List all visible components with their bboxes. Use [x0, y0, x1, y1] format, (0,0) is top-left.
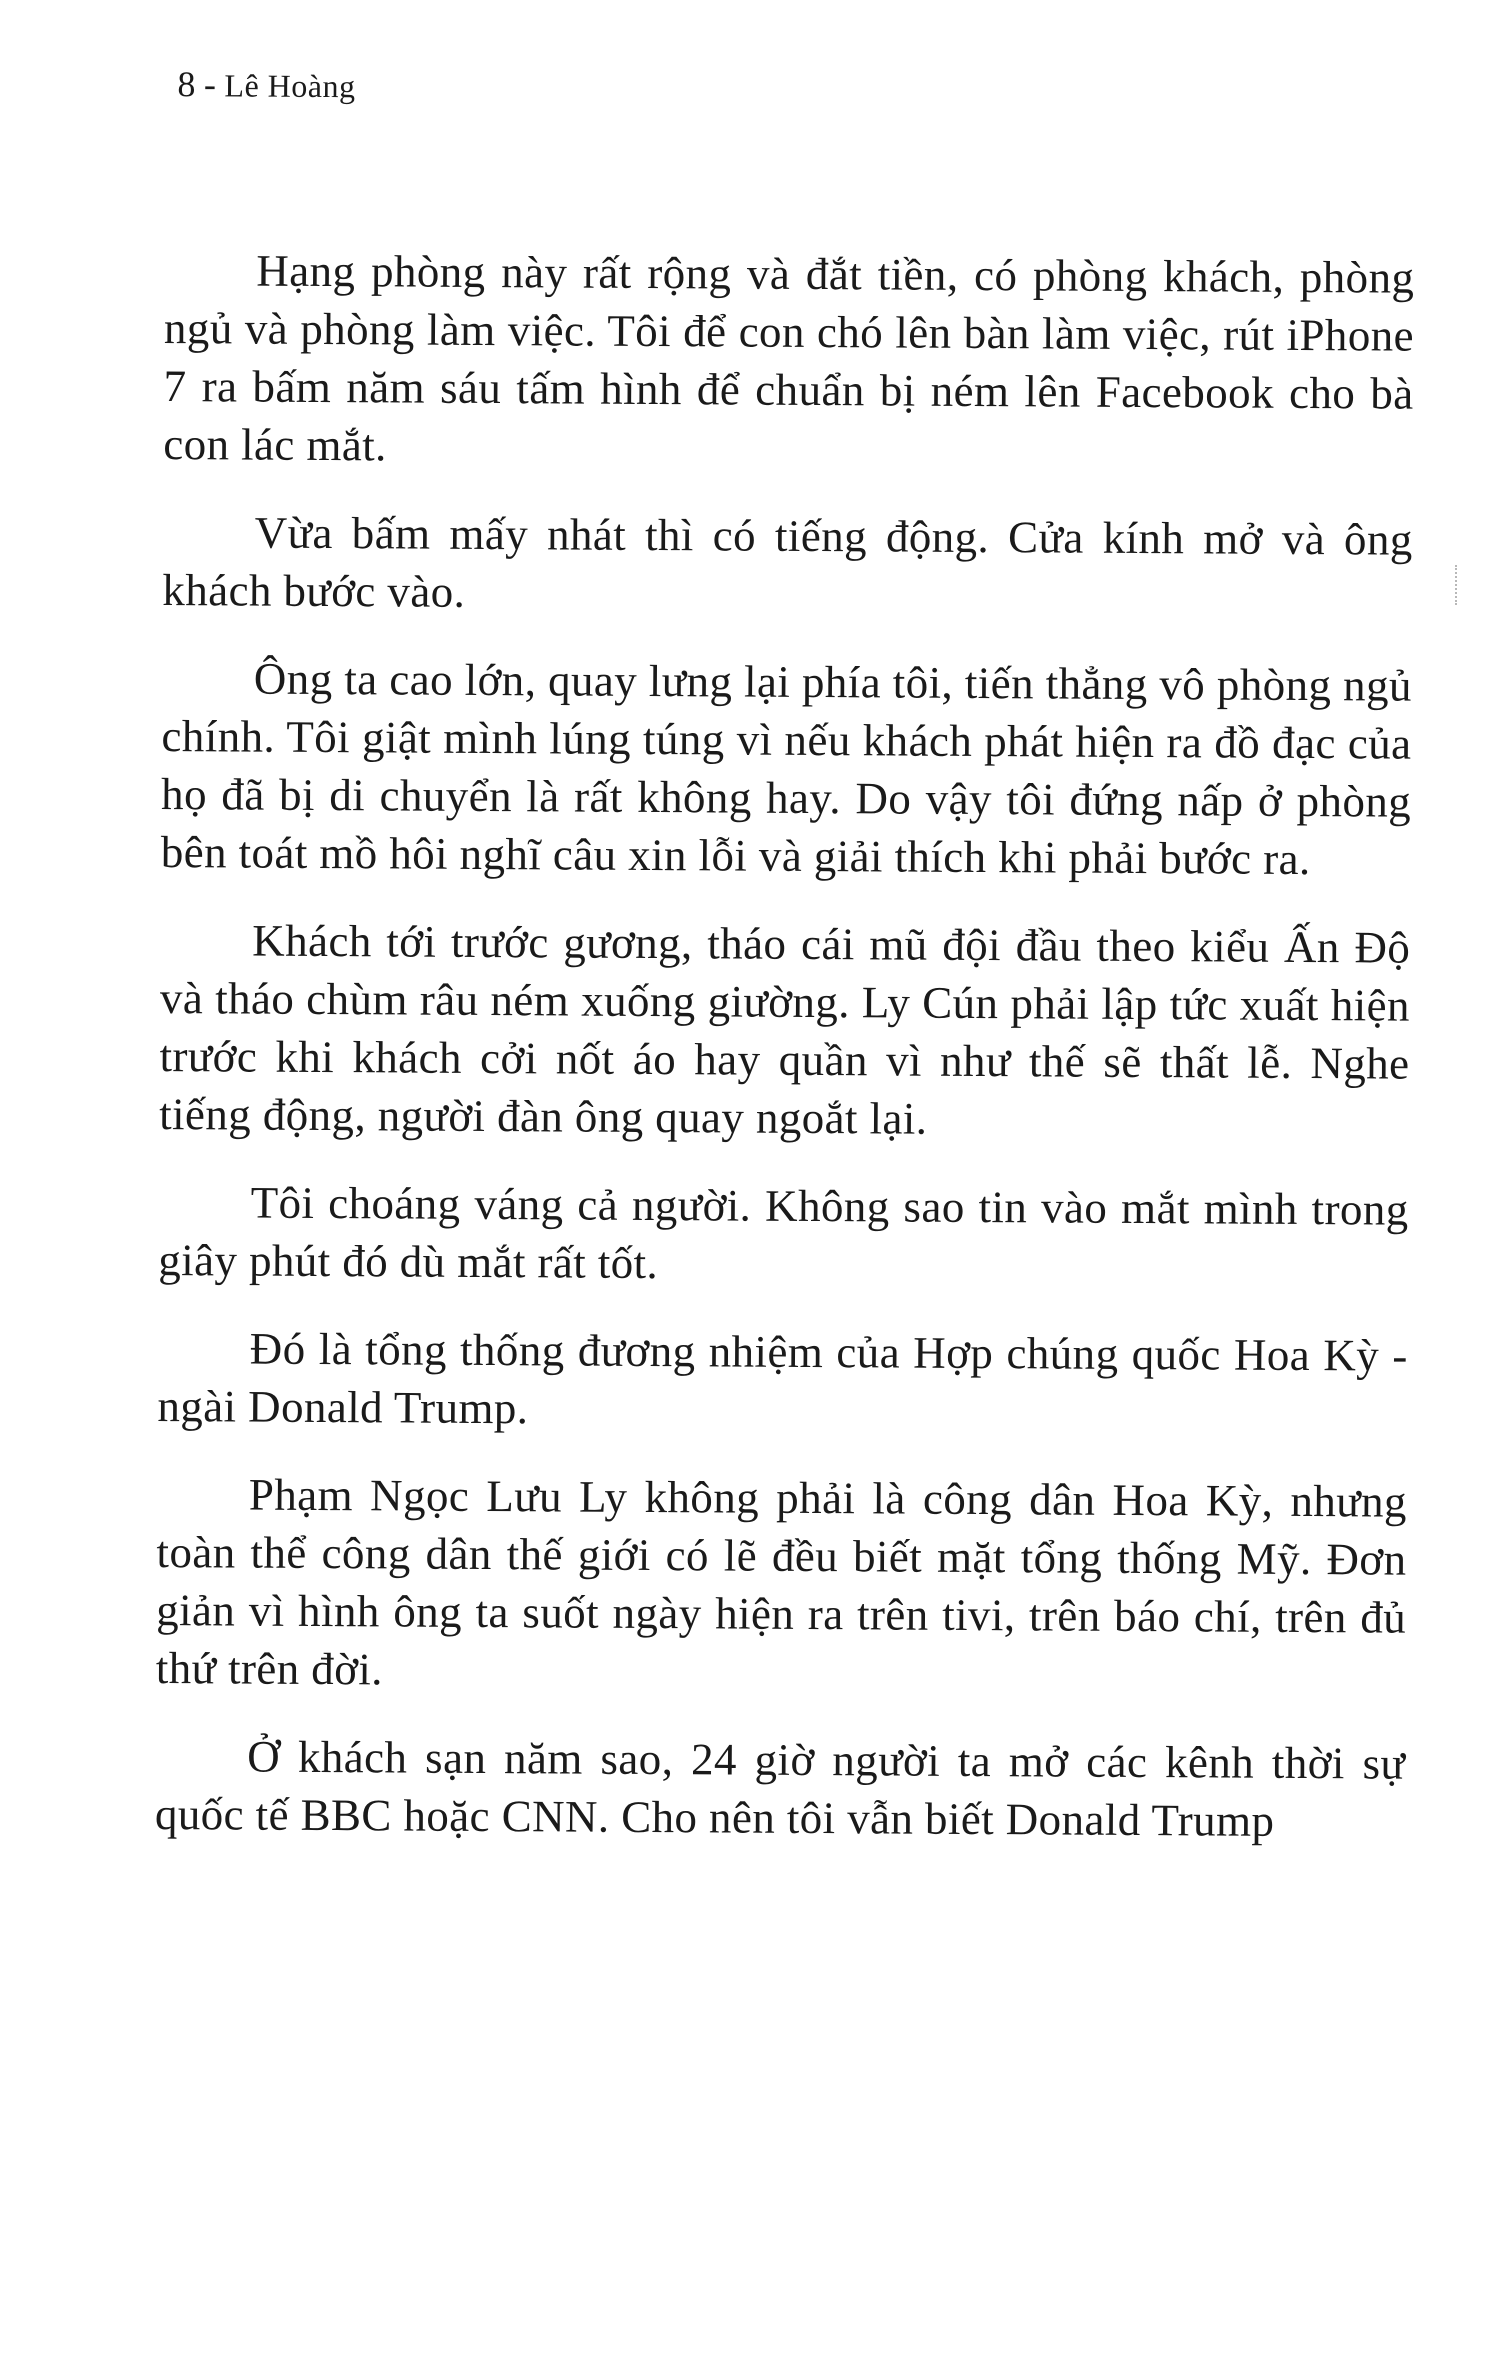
paragraph: Phạm Ngọc Lưu Ly không phải là công dân Hoa Kỳ, nhưng toàn thể công dân thế giới có lẽ đều biết mặt tổng thống Mỹ. Đơn giản vì hình ông ta suốt ngày hiện ra trên tivi, trên báo chí, trên đủ thứ trên đời.	[155, 1469, 1408, 1695]
paragraph: Ông ta cao lớn, quay lưng lại phía tôi, tiến thẳng vô phòng ngủ chính. Tôi giật mình lúng túng vì nếu khách phát hiện ra đồ đạc của họ đã bị di chuyển là rất không hay. Do vậy tôi đứng nấp ở phòng bên toát mồ hôi nghĩ câu xin lỗi và giải thích khi phải bước ra.	[160, 653, 1412, 885]
scan-speck	[1455, 565, 1463, 605]
header-separator: -	[203, 64, 217, 105]
paragraph: Khách tới trước gương, tháo cái mũ đội đầu theo kiểu Ấn Độ và tháo chùm râu ném xuống giường. Ly Cún phải lập tức xuất hiện trước khi khách cởi nốt áo hay quần vì như thế sẽ thất lễ. Nghe tiếng động, người đàn ông quay ngoắt lại.	[159, 915, 1411, 1144]
page-number: 8	[177, 64, 197, 105]
running-head	[177, 63, 355, 106]
paragraph: Hạng phòng này rất rộng và đắt tiền, có phòng khách, phòng ngủ và phòng làm việc. Tôi để con chó lên bàn làm việc, rút iPhone 7 ra bấm năm sáu tấm hình để chuẩn bị ném lên Facebook cho bà con lác mắt.	[163, 245, 1415, 471]
paragraph: Tôi choáng váng cả người. Không sao tin vào mắt mình trong giây phút đó dù mắt rất tốt.	[158, 1177, 1409, 1289]
paragraph: Đó là tổng thống đương nhiệm của Hợp chúng quốc Hoa Kỳ - ngài Donald Trump.	[157, 1323, 1408, 1434]
paragraph: Vừa bấm mấy nhát thì có tiếng động. Cửa kính mở và ông khách bước vào.	[162, 507, 1413, 617]
author-name: Lê Hoàng	[224, 67, 356, 105]
body-text	[155, 241, 1415, 1881]
paragraph: Ở khách sạn năm sao, 24 giờ người ta mở các kênh thời sự quốc tế BBC hoặc CNN. Cho nên tôi vẫn biết Donald Trump	[154, 1731, 1406, 1846]
